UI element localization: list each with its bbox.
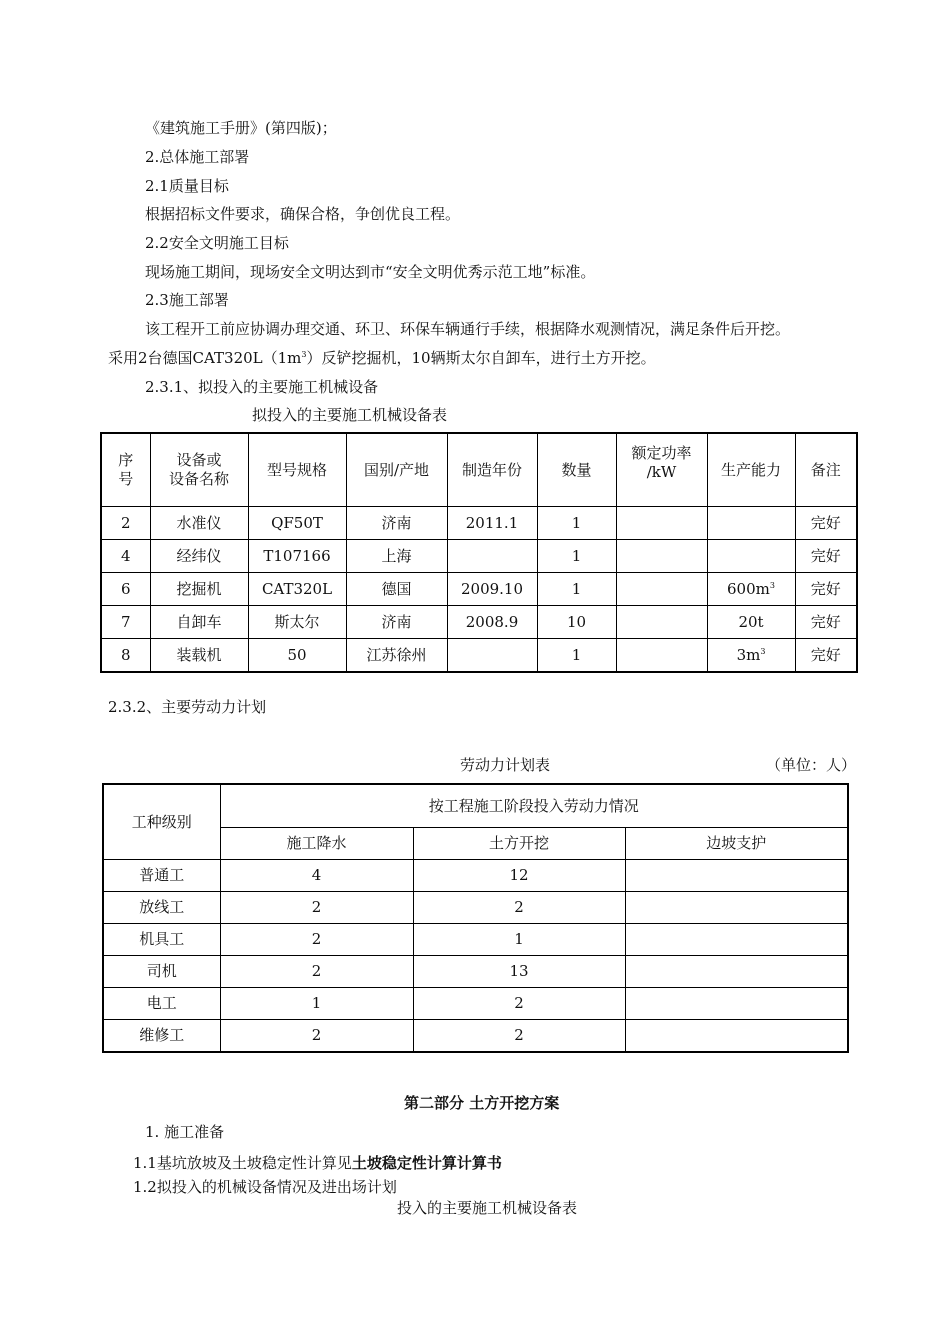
table-row <box>101 639 857 673</box>
table-cell: 1 <box>537 540 616 573</box>
table-cell: 2 <box>220 892 413 924</box>
table-row <box>103 860 848 892</box>
header-cell: 备注 <box>795 433 857 507</box>
table-row <box>103 956 848 988</box>
table-cell: 挖掘机 <box>150 573 248 606</box>
table-cell: 上海 <box>346 540 447 573</box>
table-cell <box>625 956 848 988</box>
table-cell: 2 <box>413 892 625 924</box>
header-cell: 国别/产地 <box>346 433 447 507</box>
header-cell: 序 号 <box>101 433 150 507</box>
table-row <box>101 507 857 540</box>
table-cell <box>447 639 537 673</box>
table-cell: 德国 <box>346 573 447 606</box>
table-cell: 4 <box>220 860 413 892</box>
table-cell: 2009.10 <box>447 573 537 606</box>
table-cell: 12 <box>413 860 625 892</box>
table-cell: 8 <box>101 639 150 673</box>
header-cell: 制造年份 <box>447 433 537 507</box>
table-cell <box>616 639 707 673</box>
table-cell: 司机 <box>103 956 220 988</box>
table-cell: 装载机 <box>150 639 248 673</box>
table-cell: 1 <box>413 924 625 956</box>
table-cell: 经纬仪 <box>150 540 248 573</box>
labor-unit-note: （单位：人） <box>766 756 857 774</box>
table-cell <box>625 1020 848 1053</box>
paragraph-deployment-1: 该工程开工前应协调办理交通、环卫、环保车辆通行手续，根据降水观测情况，满足条件后开挖。 <box>145 320 791 338</box>
table-cell: 2 <box>413 988 625 1020</box>
table-caption-labor: 劳动力计划表 <box>460 756 551 774</box>
table-cell: 完好 <box>795 639 857 673</box>
heading-quality-target: 2.1质量目标 <box>145 177 229 195</box>
table-cell <box>616 540 707 573</box>
header-cell: 生产能力 <box>707 433 795 507</box>
table-cell: 2 <box>101 507 150 540</box>
equipment-header-row <box>101 433 857 507</box>
table-cell: 放线工 <box>103 892 220 924</box>
header-cell: 工种级别 <box>103 784 220 860</box>
paragraph-safety-target: 现场施工期间，现场安全文明达到市“安全文明优秀示范工地”标准。 <box>145 263 596 281</box>
table-row <box>103 988 848 1020</box>
paragraph-slope-calc: 1.1基坑放坡及土坡稳定性计算见土坡稳定性计算计算书 <box>133 1154 502 1172</box>
table-cell: 2 <box>220 956 413 988</box>
table-cell: 2 <box>220 924 413 956</box>
table-cell <box>625 924 848 956</box>
table-cell: 完好 <box>795 606 857 639</box>
table-row <box>103 1020 848 1053</box>
table-cell: 4 <box>101 540 150 573</box>
paragraph-deployment-2: 采用2台德国$CAT320L(1m^3)$反铲挖掘机，10辆斯太尔自卸车，进行土方开挖。 <box>108 349 656 367</box>
table-cell: $600m^3$ <box>707 573 795 606</box>
table-cell: 1 <box>537 507 616 540</box>
header-cell: 土方开挖 <box>413 828 625 860</box>
labor-table <box>102 783 849 1053</box>
heading-labor-plan: 2.3.2、主要劳动力计划 <box>108 698 267 716</box>
table-cell: 机具工 <box>103 924 220 956</box>
labor-header-row <box>103 784 848 828</box>
heading-machinery: 2.3.1、拟投入的主要施工机械设备 <box>145 378 379 396</box>
table-row <box>101 573 857 606</box>
table-cell <box>616 507 707 540</box>
table-cell: 电工 <box>103 988 220 1020</box>
table-cell: 7 <box>101 606 150 639</box>
heading-construction-deployment: 2.3施工部署 <box>145 291 229 309</box>
table-cell <box>625 988 848 1020</box>
table-cell: 1 <box>537 573 616 606</box>
table-row <box>101 540 857 573</box>
equipment-table <box>100 432 858 673</box>
header-cell: 施工降水 <box>220 828 413 860</box>
paragraph-machinery-plan: 1.2拟投入的机械设备情况及进出场计划 <box>133 1178 397 1196</box>
table-cell: 济南 <box>346 606 447 639</box>
table-cell: 江苏徐州 <box>346 639 447 673</box>
table-row <box>103 892 848 924</box>
table-cell: 10 <box>537 606 616 639</box>
table-caption-machinery-2: 投入的主要施工机械设备表 <box>397 1199 578 1217</box>
table-cell: 6 <box>101 573 150 606</box>
table-cell <box>616 573 707 606</box>
table-cell: 斯太尔 <box>248 606 346 639</box>
table-cell: CAT320L <box>248 573 346 606</box>
table-cell: 20t <box>707 606 795 639</box>
table-cell: 济南 <box>346 507 447 540</box>
heading-overall-deployment: 2.总体施工部署 <box>145 148 250 166</box>
table-cell: T107166 <box>248 540 346 573</box>
table-cell: 完好 <box>795 540 857 573</box>
table-cell: 完好 <box>795 507 857 540</box>
section-title-part-two: 第二部分 土方开挖方案 <box>404 1094 560 1112</box>
table-cell <box>625 860 848 892</box>
table-cell <box>707 507 795 540</box>
table-cell <box>625 892 848 924</box>
header-cell: 设备或 设备名称 <box>150 433 248 507</box>
table-cell: 维修工 <box>103 1020 220 1053</box>
table-cell: 自卸车 <box>150 606 248 639</box>
table-cell <box>707 540 795 573</box>
header-cell: 额定功率 /kW <box>616 433 707 507</box>
table-cell <box>447 540 537 573</box>
table-caption-machinery: 拟投入的主要施工机械设备表 <box>252 406 448 424</box>
table-row <box>101 606 857 639</box>
header-cell: 型号规格 <box>248 433 346 507</box>
table-cell: 50 <box>248 639 346 673</box>
heading-safety-target: 2.2安全文明施工目标 <box>145 234 289 252</box>
table-cell: 2 <box>413 1020 625 1053</box>
table-cell: 2 <box>220 1020 413 1053</box>
table-cell: QF50T <box>248 507 346 540</box>
table-cell: 水准仪 <box>150 507 248 540</box>
table-cell: 2008.9 <box>447 606 537 639</box>
table-cell <box>616 606 707 639</box>
table-cell: 1 <box>537 639 616 673</box>
header-cell: 边坡支护 <box>625 828 848 860</box>
header-cell: 按工程施工阶段投入劳动力情况 <box>220 784 848 828</box>
table-cell: 普通工 <box>103 860 220 892</box>
table-cell: 2011.1 <box>447 507 537 540</box>
table-cell: 1 <box>220 988 413 1020</box>
paragraph-reference: 《建筑施工手册》(第四版)； <box>145 119 337 137</box>
header-cell: 数量 <box>537 433 616 507</box>
table-cell: $3m^3$ <box>707 639 795 673</box>
table-row <box>103 924 848 956</box>
heading-preparation: 1. 施工准备 <box>145 1123 225 1141</box>
table-cell: 完好 <box>795 573 857 606</box>
paragraph-quality-target: 根据招标文件要求，确保合格，争创优良工程。 <box>145 205 461 223</box>
table-cell: 13 <box>413 956 625 988</box>
